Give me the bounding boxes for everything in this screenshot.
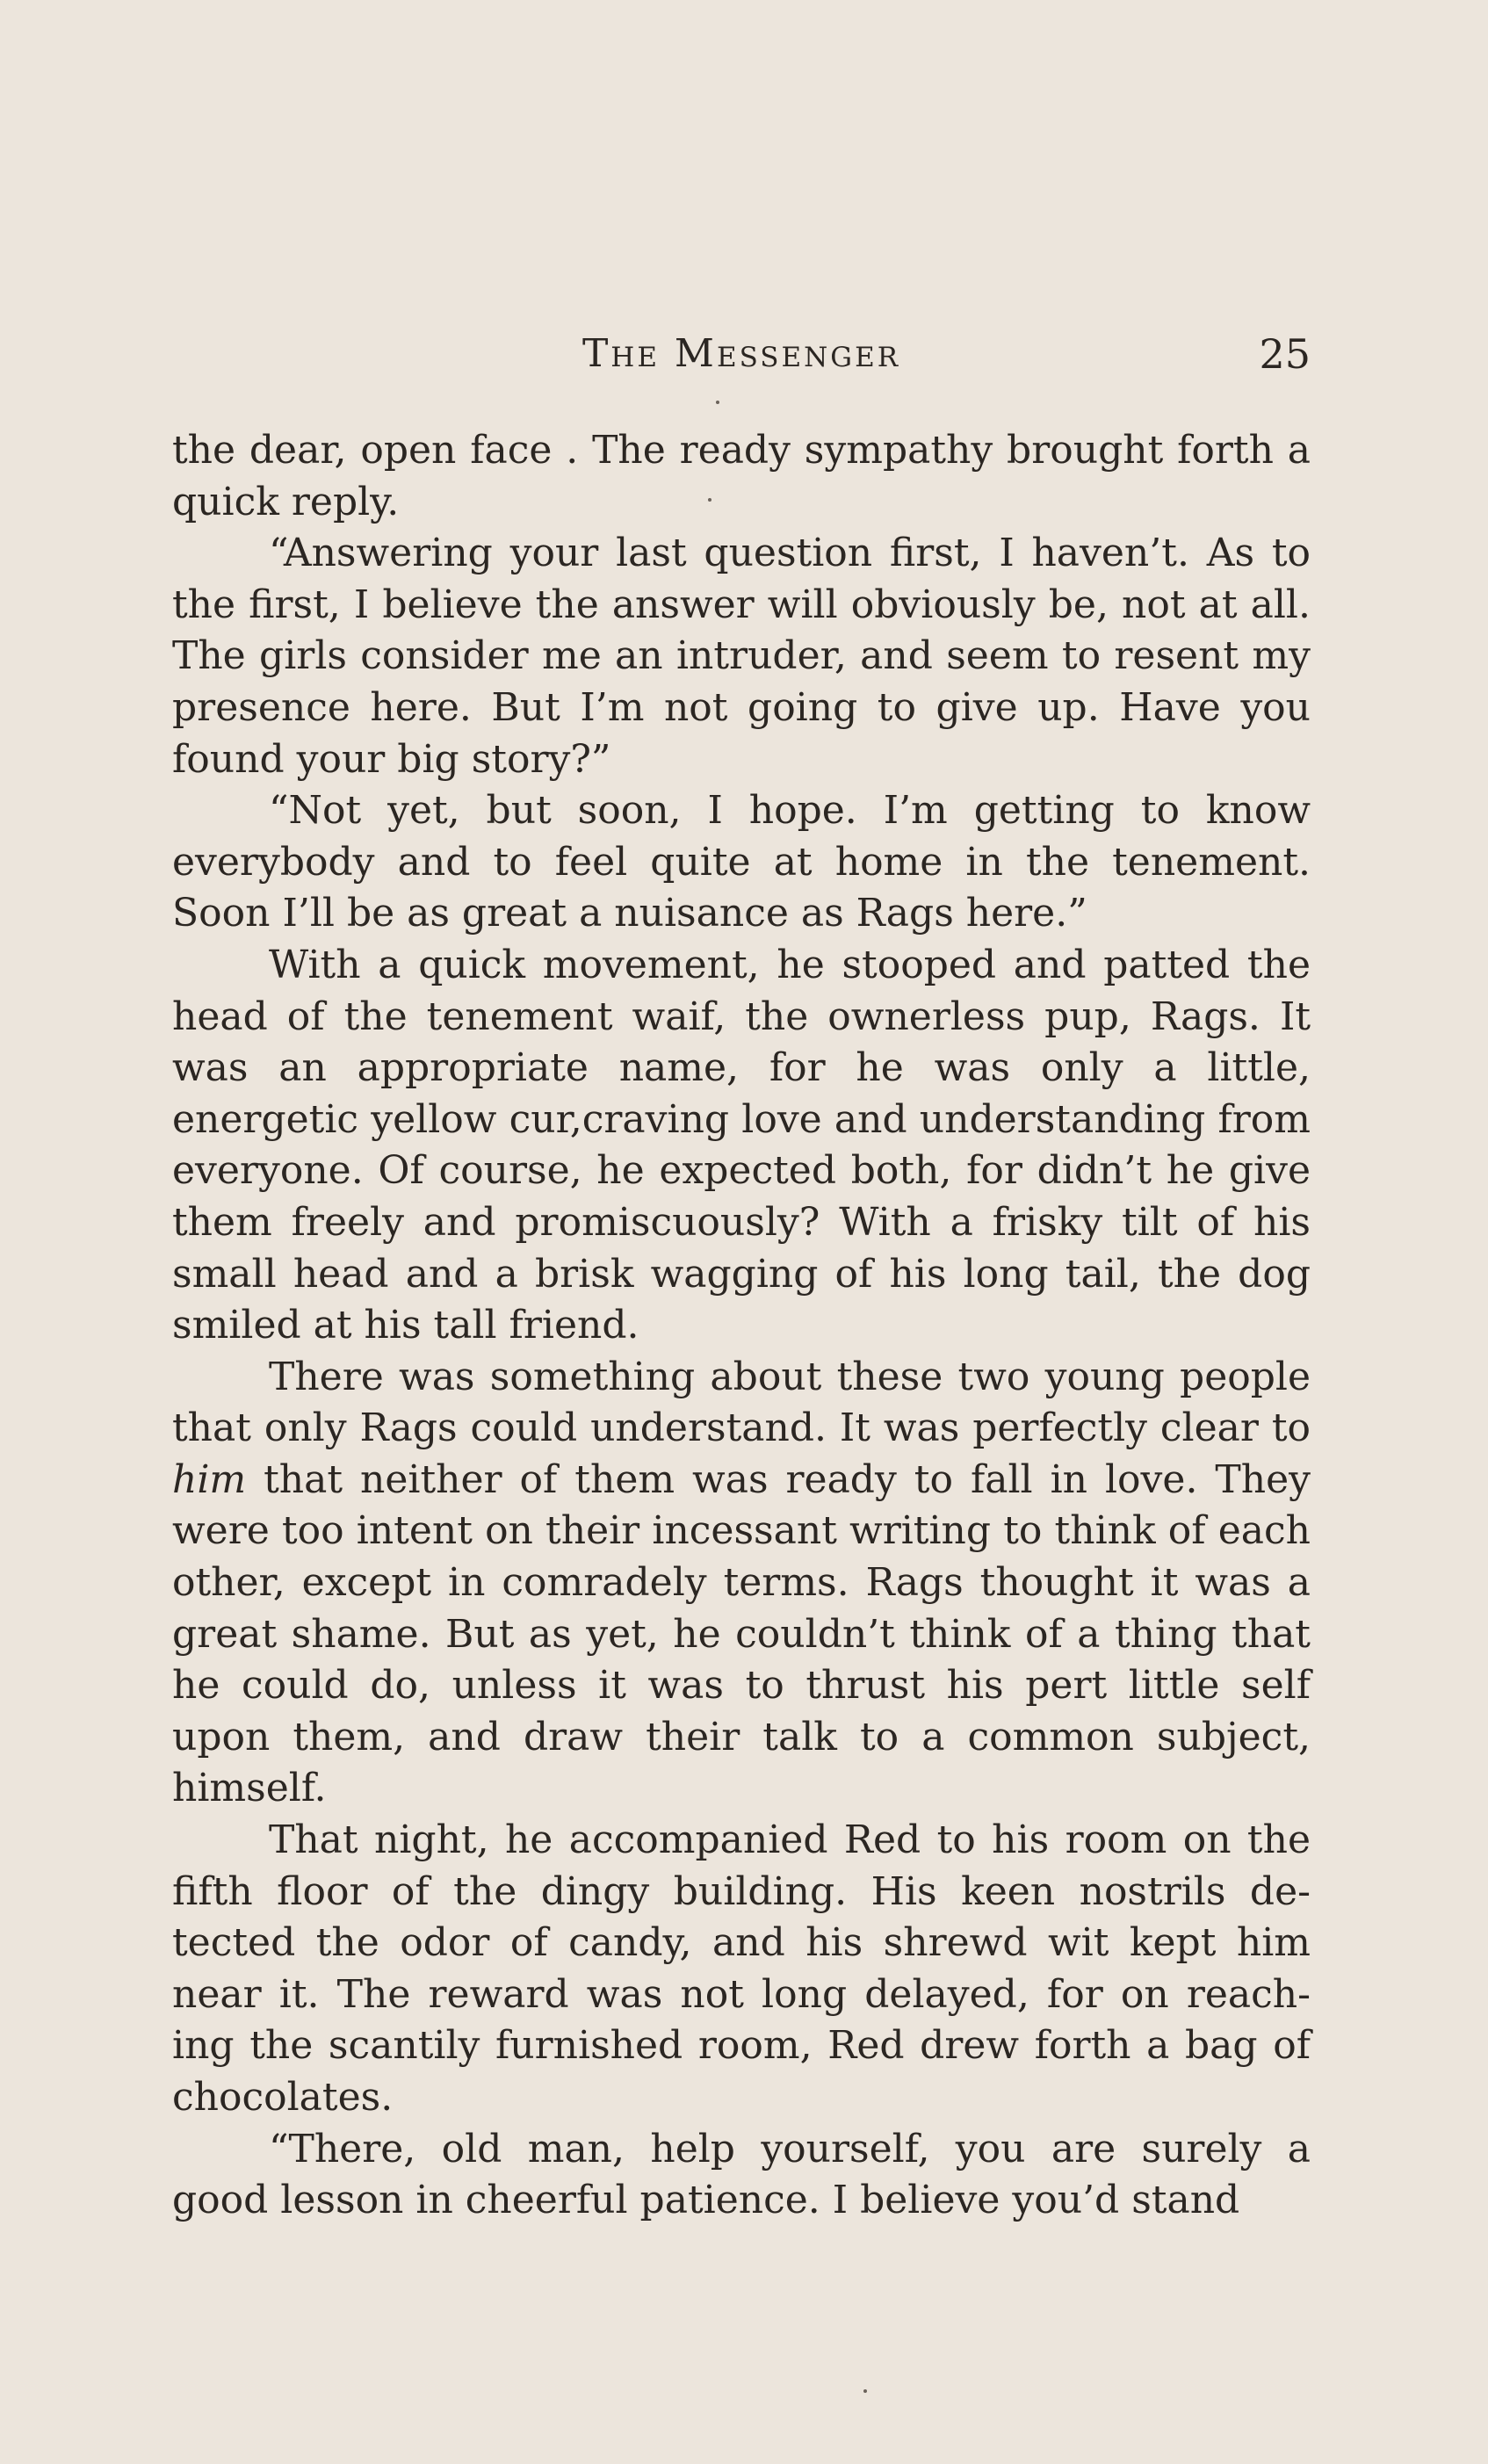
paper-speck xyxy=(716,401,719,404)
page-number: 25 xyxy=(1259,330,1311,378)
paragraph-1: the dear, open face . The ready sympathy brought forth a quick reply. xyxy=(172,428,1311,524)
paragraph-7: “There, old man, help yourself, you are surely a good lesson in cheerful patience. I believe you’d stand xyxy=(172,2126,1311,2223)
paragraph-5-emphasis: him xyxy=(172,1456,247,1502)
paragraph-5 xyxy=(172,1352,1311,1815)
paragraph-5-after: that neither of them was ready to fall in love. They were too intent on their incessant writing to think of each other, except in comradely terms. Rags thought it was a great shame. But as yet, he couldn’t think of a thing that he could do, unless it was to thrust his pert little self upon them, and draw their talk to a common subject, himself. xyxy=(172,1456,1311,1811)
body-text xyxy=(172,425,1311,2227)
paragraph-5-before: There was something about these two young people that only Rags could understand. It was perfectly clear to xyxy=(172,1354,1311,1451)
running-title: The Messenger xyxy=(581,331,901,376)
paragraph-2: “Answering your last question first, I haven’t. As to the first, I believe the answer will obviously be, not at all. The girls consider me an intruder, and seem to resent my presence here. But I’m not going to give up. Have you found your big story?” xyxy=(172,531,1311,782)
paragraph-6: That night, he accompanied Red to his room on the fifth floor of the dingy building. His keen nostrils de-tected the odor of candy, and his shrewd wit kept him near it. The reward was not long delayed, for on reach-ing the scantily furnished room, Red drew forth a bag of chocolates. xyxy=(172,1817,1311,2120)
paragraph-3: “Not yet, but soon, I hope. I’m getting to know everybody and to feel quite at home in the tenement. Soon I’ll be as great a nuisance as Rags here.” xyxy=(172,788,1311,936)
paper-speck xyxy=(863,2389,867,2393)
paragraph-4: With a quick movement, he stooped and patted the head of the tenement waif, the ownerless pup, Rags. It was an appropriate name, for he was only a little, energetic yellow cur,craving love and understanding from everyone. Of course, he expected both, for didn’t he give them freely and promiscuously? With a frisky tilt of his small head and a brisk wagging of his long tail, the dog smiled at his tall friend. xyxy=(172,942,1311,1348)
paper-speck xyxy=(708,498,711,502)
running-head xyxy=(172,323,1311,385)
